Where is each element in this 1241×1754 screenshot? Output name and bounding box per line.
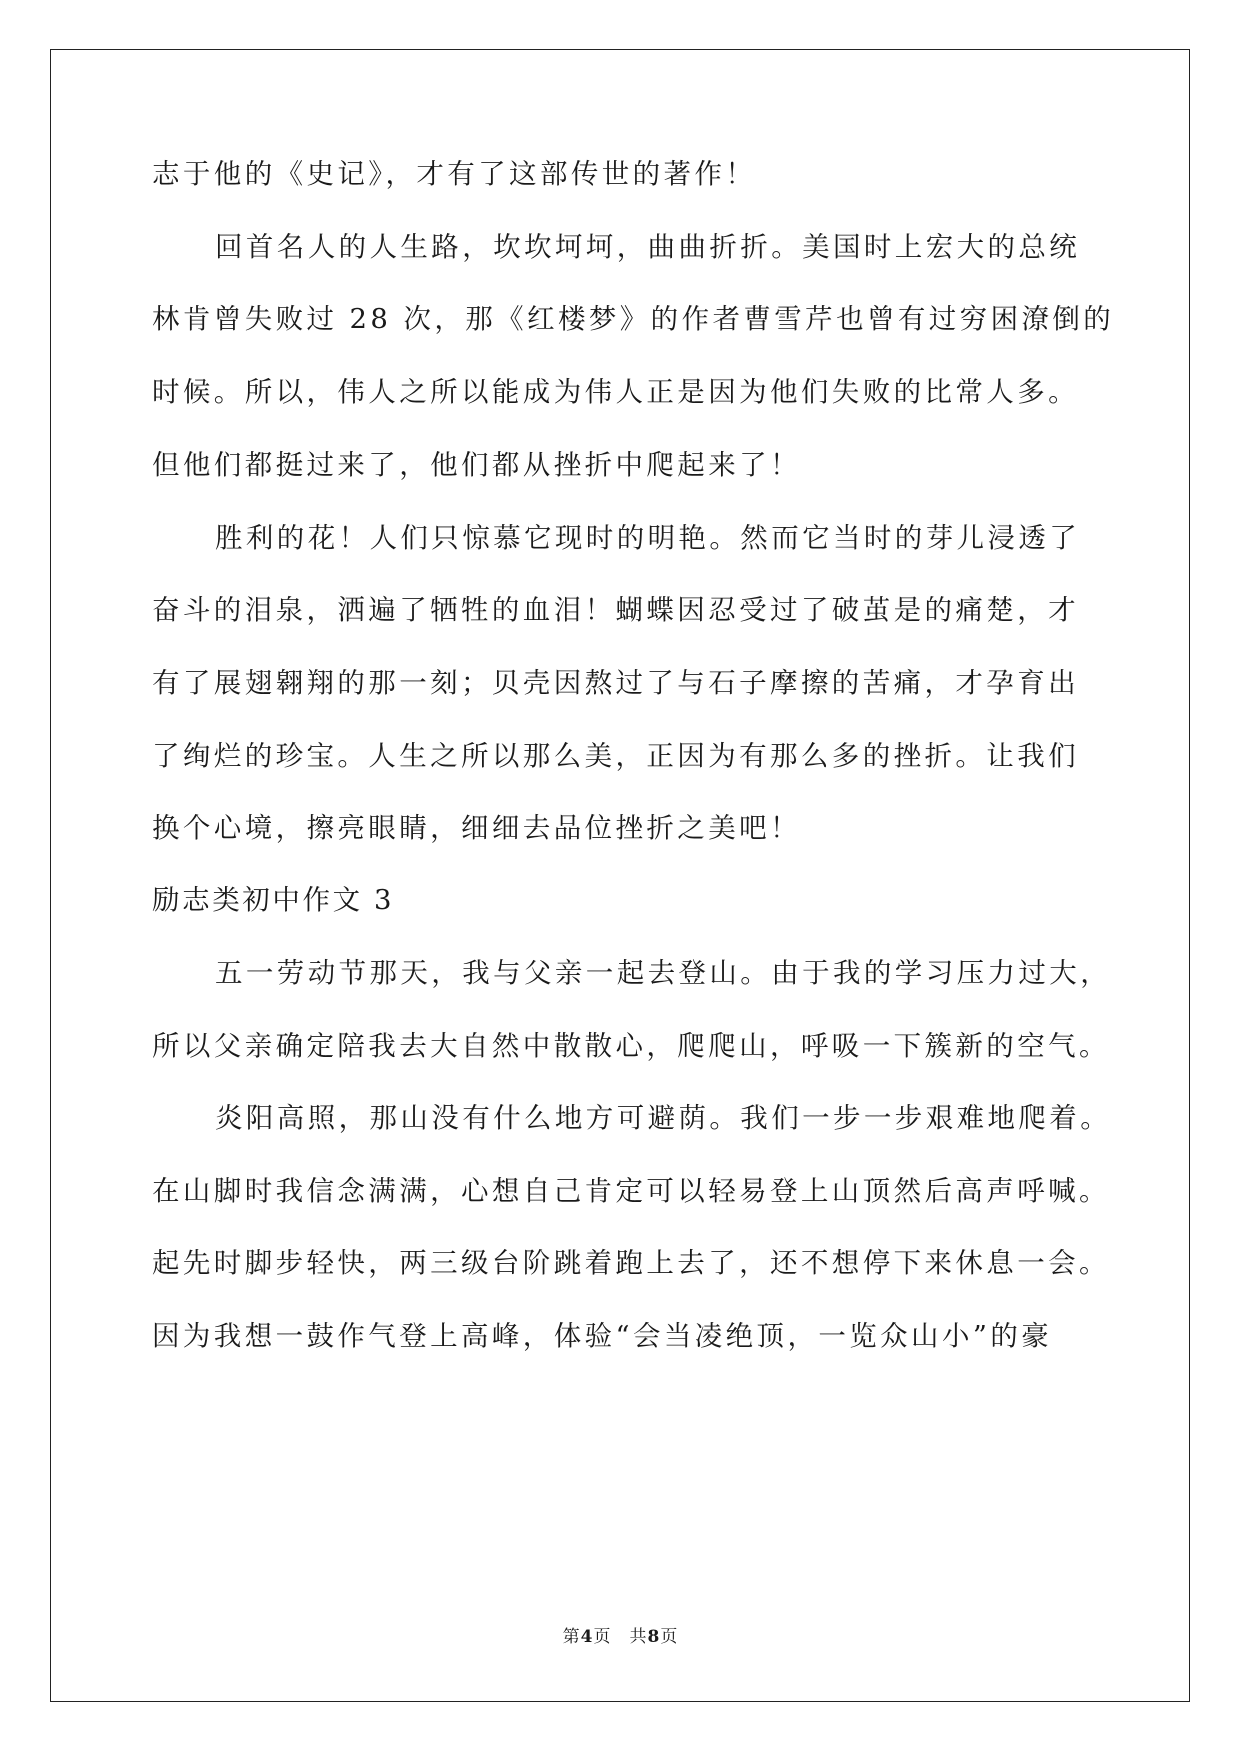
- current-page-number: 4: [580, 1627, 594, 1647]
- text-line: 时候。所以，伟人之所以能成为伟人正是因为他们失败的比常人多。: [152, 376, 1079, 408]
- text-line: 起先时脚步轻快，两三级台阶跳着跑上去了，还不想停下来休息一会。: [152, 1247, 1110, 1279]
- footer-middle: 页 共: [593, 1627, 648, 1647]
- text-line: 在山脚时我信念满满，心想自己肯定可以轻易登上山顶然后高声呼喊。: [152, 1175, 1110, 1207]
- page-border: [50, 49, 1190, 1702]
- page-footer: [0, 1625, 1241, 1649]
- text-line: 志于他的《史记》，才有了这部传世的著作！: [152, 158, 757, 190]
- text-line: 奋斗的泪泉，洒遍了牺牲的血泪！蝴蝶因忍受过了破茧是的痛楚，才: [152, 594, 1079, 626]
- text-line: 有了展翅翱翔的那一刻；贝壳因熬过了与石子摩擦的苦痛，才孕育出: [152, 667, 1079, 699]
- text-line: 换个心境，擦亮眼睛，细细去品位挫折之美吧！: [152, 812, 801, 844]
- text-line: 所以父亲确定陪我去大自然中散散心，爬爬山，呼吸一下簇新的空气。: [152, 1030, 1110, 1062]
- section-heading: 励志类初中作文 3: [152, 884, 395, 916]
- text-line: 因为我想一鼓作气登上高峰，体验“会当凌绝顶，一览众山小”的豪: [152, 1320, 1053, 1352]
- footer-suffix: 页: [660, 1627, 679, 1647]
- text-line: 了绚烂的珍宝。人生之所以那么美，正因为有那么多的挫折。让我们: [152, 740, 1079, 772]
- paragraph-start-line: 回首名人的人生路，坎坎坷坷，曲曲折折。美国时上宏大的总统: [215, 231, 1081, 263]
- text-line: 但他们都挺过来了，他们都从挫折中爬起来了！: [152, 449, 801, 481]
- paragraph-start-line: 五一劳动节那天，我与父亲一起去登山。由于我的学习压力过大，: [215, 957, 1112, 989]
- paragraph-start-line: 胜利的花！人们只惊慕它现时的明艳。然而它当时的芽儿浸透了: [215, 522, 1081, 554]
- footer-prefix: 第: [562, 1627, 581, 1647]
- text-line: 林肯曾失败过 28 次，那《红楼梦》的作者曹雪芹也曾有过穷困潦倒的: [152, 303, 1115, 335]
- paragraph-start-line: 炎阳高照，那山没有什么地方可避荫。我们一步一步艰难地爬着。: [215, 1102, 1112, 1134]
- total-page-number: 8: [647, 1627, 661, 1647]
